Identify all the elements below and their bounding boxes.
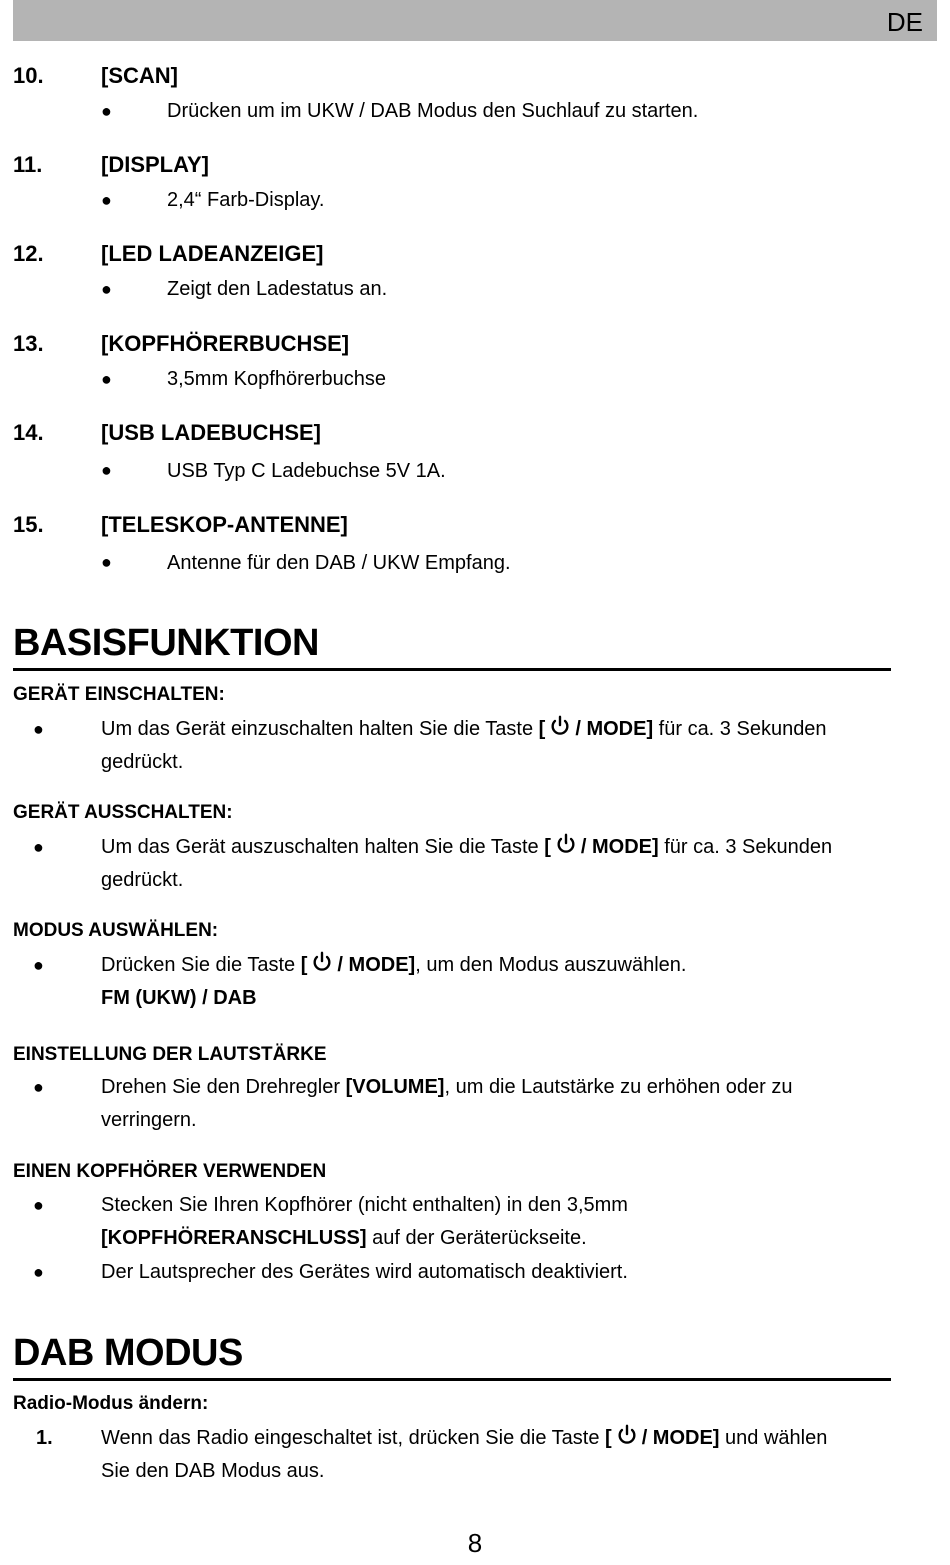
bullet-dot: ● xyxy=(33,1262,44,1282)
item-number: 13. xyxy=(13,331,44,356)
bullet-dot: ● xyxy=(33,719,44,739)
section-heading: DAB MODUS xyxy=(13,1330,891,1381)
instruction-text: Wenn das Radio eingeschaltet ist, drücken Sie die Taste [ / MODE] und wählen Sie den DAB Modus aus. xyxy=(101,1422,941,1488)
bullet-dot: ● xyxy=(101,101,112,121)
subsection-title: GERÄT AUSSCHALTEN: xyxy=(13,802,233,823)
item-title: [TELESKOP-ANTENNE] xyxy=(101,512,348,537)
subsection-title: EINSTELLUNG DER LAUTSTÄRKE xyxy=(13,1044,327,1065)
bullet-dot: ● xyxy=(33,837,44,857)
power-icon xyxy=(549,715,571,737)
item-number: 15. xyxy=(13,512,44,537)
subsection-title: MODUS AUSWÄHLEN: xyxy=(13,920,219,941)
bullet-dot: ● xyxy=(33,1077,44,1097)
instruction-text: Um das Gerät einzuschalten halten Sie die Taste [ / MODE] für ca. 3 Sekunden gedrückt. xyxy=(101,713,941,779)
page-number: 8 xyxy=(467,1528,483,1558)
bullet-dot: ● xyxy=(101,279,112,299)
bullet-dot: ● xyxy=(101,369,112,389)
subsection-title: GERÄT EINSCHALTEN: xyxy=(13,684,225,705)
instruction-text: Um das Gerät auszuschalten halten Sie die Taste [ / MODE] für ca. 3 Sekunden gedrückt. xyxy=(101,831,941,897)
item-title: [DISPLAY] xyxy=(101,152,209,177)
item-description: Zeigt den Ladestatus an. xyxy=(167,278,388,300)
instruction-text: Der Lautsprecher des Gerätes wird automatisch deaktiviert. xyxy=(101,1261,628,1283)
item-title: [SCAN] xyxy=(101,63,178,88)
bullet-dot: ● xyxy=(101,552,112,572)
item-title: [USB LADEBUCHSE] xyxy=(101,420,321,445)
item-number: 11. xyxy=(13,152,43,177)
item-number: 10. xyxy=(13,63,44,88)
item-title: [KOPFHÖRERBUCHSE] xyxy=(101,331,350,356)
instruction-text: Stecken Sie Ihren Kopfhörer (nicht enthalten) in den 3,5mm [KOPFHÖRERANSCHLUSS] auf der Geräterückseite. xyxy=(101,1194,628,1249)
instruction-text: Drücken Sie die Taste [ / MODE], um den Modus auszuwählen. FM (UKW) / DAB xyxy=(101,949,941,1015)
subsection-title: Radio-Modus ändern: xyxy=(13,1393,209,1414)
power-icon xyxy=(616,1424,638,1446)
power-icon xyxy=(311,951,333,973)
language-label: DE xyxy=(886,7,923,37)
instruction-text: Drehen Sie den Drehregler [VOLUME], um die Lautstärke zu erhöhen oder zu verringern. xyxy=(101,1076,793,1131)
item-description: USB Typ C Ladebuchse 5V 1A. xyxy=(167,460,446,482)
step-number: 1. xyxy=(36,1427,53,1449)
item-title: [LED LADEANZEIGE] xyxy=(101,241,324,266)
bullet-dot: ● xyxy=(33,1195,44,1215)
power-icon xyxy=(555,833,577,855)
item-description: 3,5mm Kopfhörerbuchse xyxy=(167,368,387,390)
subsection-title: EINEN KOPFHÖRER VERWENDEN xyxy=(13,1161,327,1182)
item-description: Drücken um im UKW / DAB Modus den Suchlauf zu starten. xyxy=(167,100,699,122)
header-bar xyxy=(13,0,937,41)
bullet-dot: ● xyxy=(101,190,112,210)
bullet-dot: ● xyxy=(33,955,44,975)
item-number: 12. xyxy=(13,241,44,266)
item-number: 14. xyxy=(13,420,44,445)
item-description: Antenne für den DAB / UKW Empfang. xyxy=(167,552,511,574)
bullet-dot: ● xyxy=(101,460,112,480)
item-description: 2,4“ Farb-Display. xyxy=(167,189,325,211)
section-heading: BASISFUNKTION xyxy=(13,620,891,671)
